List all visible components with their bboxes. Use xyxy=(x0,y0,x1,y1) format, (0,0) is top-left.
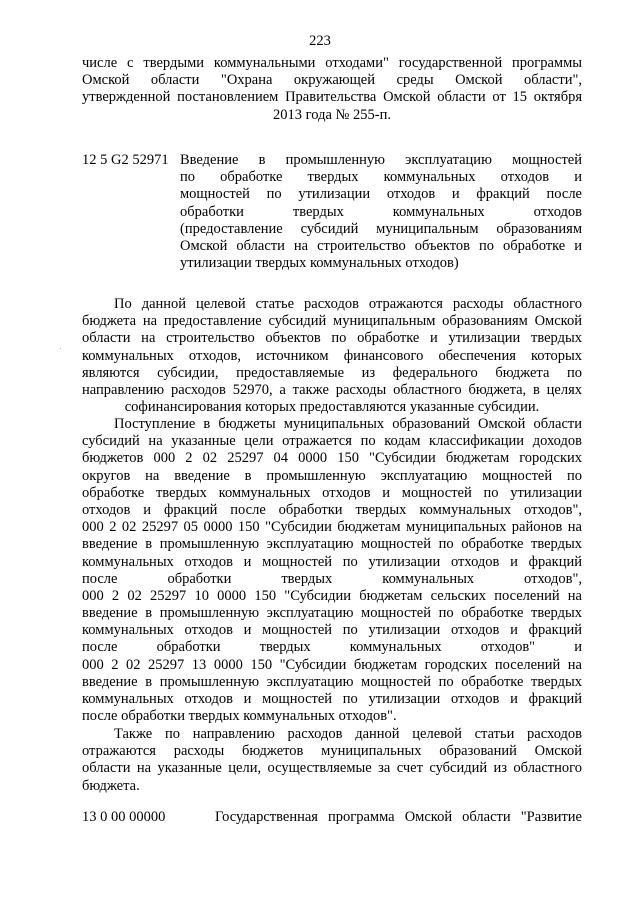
text-line: Государственная программа Омской области "Развитие xyxy=(215,809,582,825)
classification-code: 12 5 G2 52971 xyxy=(82,152,169,168)
text-line: отражаются расходы бюджетов муниципальных образований Омской xyxy=(82,743,582,760)
text-line: после обработки твердых коммунальных отходов". xyxy=(82,708,397,725)
text-line: мощностей по утилизации отходов и фракций после xyxy=(180,186,582,203)
text-line: коммунальных отходов и мощностей по утилизации отходов и фракций xyxy=(82,553,582,570)
text-line: области на указанные цели, осуществляемые за счет субсидий из областного xyxy=(82,760,582,777)
text-line: после обработки твердых коммунальных отходов" и xyxy=(82,639,582,656)
text-line: 2013 года № 255-п. xyxy=(273,106,391,123)
text-line: Введение в промышленную эксплуатацию мощностей xyxy=(180,152,582,168)
body-paragraph xyxy=(82,726,582,795)
text-line: софинансирования которых предоставляются указанные субсидии. xyxy=(124,399,540,416)
text-line: обработке твердых коммунальных отходов и мощностей по утилизации xyxy=(82,484,582,501)
text-line: округов на введение в промышленную эксплуатацию мощностей по xyxy=(82,467,582,484)
text-line: Омской области "Охрана окружающей среды Омской области", xyxy=(82,72,582,89)
text-line: Омской области на строительство объектов по обработке и xyxy=(180,237,582,254)
text-line: являются субсидии, предоставляемые из федерального бюджета по xyxy=(82,364,582,381)
page-number: 223 xyxy=(309,33,331,49)
text-line: 000 2 02 25297 05 0000 150 "Субсидии бюджетам муниципальных районов на xyxy=(82,519,582,536)
text-line: (предоставление субсидий муниципальным образованиям xyxy=(180,220,582,237)
scan-speck xyxy=(60,348,61,349)
text-line: отходов и фракций после обработки твердых коммунальных отходов", xyxy=(82,501,582,518)
text-line: направлению расходов 52970, а также расходы областного бюджета, в целях xyxy=(82,381,582,398)
text-line: бюджетов 000 2 02 25297 04 0000 150 "Субсидии бюджетам городских xyxy=(82,450,582,467)
entry-title xyxy=(215,809,582,826)
intro-paragraph xyxy=(82,55,582,124)
text-line: по обработке твердых коммунальных отходов и xyxy=(180,169,582,186)
text-line: коммунальных отходов и мощностей по утилизации отходов и фракций xyxy=(82,691,582,707)
text-line: утилизации твердых коммунальных отходов) xyxy=(180,255,459,272)
text-line: Также по направлению расходов данной целевой статьи расходов xyxy=(114,726,582,742)
text-line: 000 2 02 25297 10 0000 150 "Субсидии бюджетам сельских поселений на xyxy=(82,587,582,604)
text-line: бюджета на предоставление субсидий муниципальным образованиям Омской xyxy=(82,313,582,330)
text-line: введение в промышленную эксплуатацию мощностей по обработке твердых xyxy=(82,536,582,553)
text-line: введение в промышленную эксплуатацию мощностей по обработке твердых xyxy=(82,673,582,690)
classification-code: 13 0 00 00000 xyxy=(82,809,166,825)
text-line: области на строительство объектов по обработке и утилизации твердых xyxy=(82,330,582,347)
text-line: 000 2 02 25297 13 0000 150 "Субсидии бюджетам городских поселений на xyxy=(82,656,582,673)
entry-title xyxy=(180,152,582,272)
text-line: субсидий на указанные цели отражается по кодам классификации доходов xyxy=(82,433,582,450)
text-line: числе с твердыми коммунальными отходами" государственной программы xyxy=(82,55,582,71)
text-line: бюджета. xyxy=(82,777,140,794)
text-line: коммунальных отходов и мощностей по утилизации отходов и фракций xyxy=(82,622,582,639)
text-line: По данной целевой статье расходов отражаются расходы областного xyxy=(114,296,582,312)
body-paragraph xyxy=(82,296,582,416)
text-line: введение в промышленную эксплуатацию мощностей по обработке твердых xyxy=(82,605,582,622)
text-line: после обработки твердых коммунальных отходов", xyxy=(82,570,582,587)
text-line: Поступление в бюджеты муниципальных образований Омской области xyxy=(114,416,582,432)
text-line: обработки твердых коммунальных отходов xyxy=(180,203,582,220)
text-line: коммунальных отходов, источником финансового обеспечения которых xyxy=(82,347,582,364)
text-line: утвержденной постановлением Правительства Омской области от 15 октября xyxy=(82,89,582,106)
body-paragraph xyxy=(82,416,582,725)
